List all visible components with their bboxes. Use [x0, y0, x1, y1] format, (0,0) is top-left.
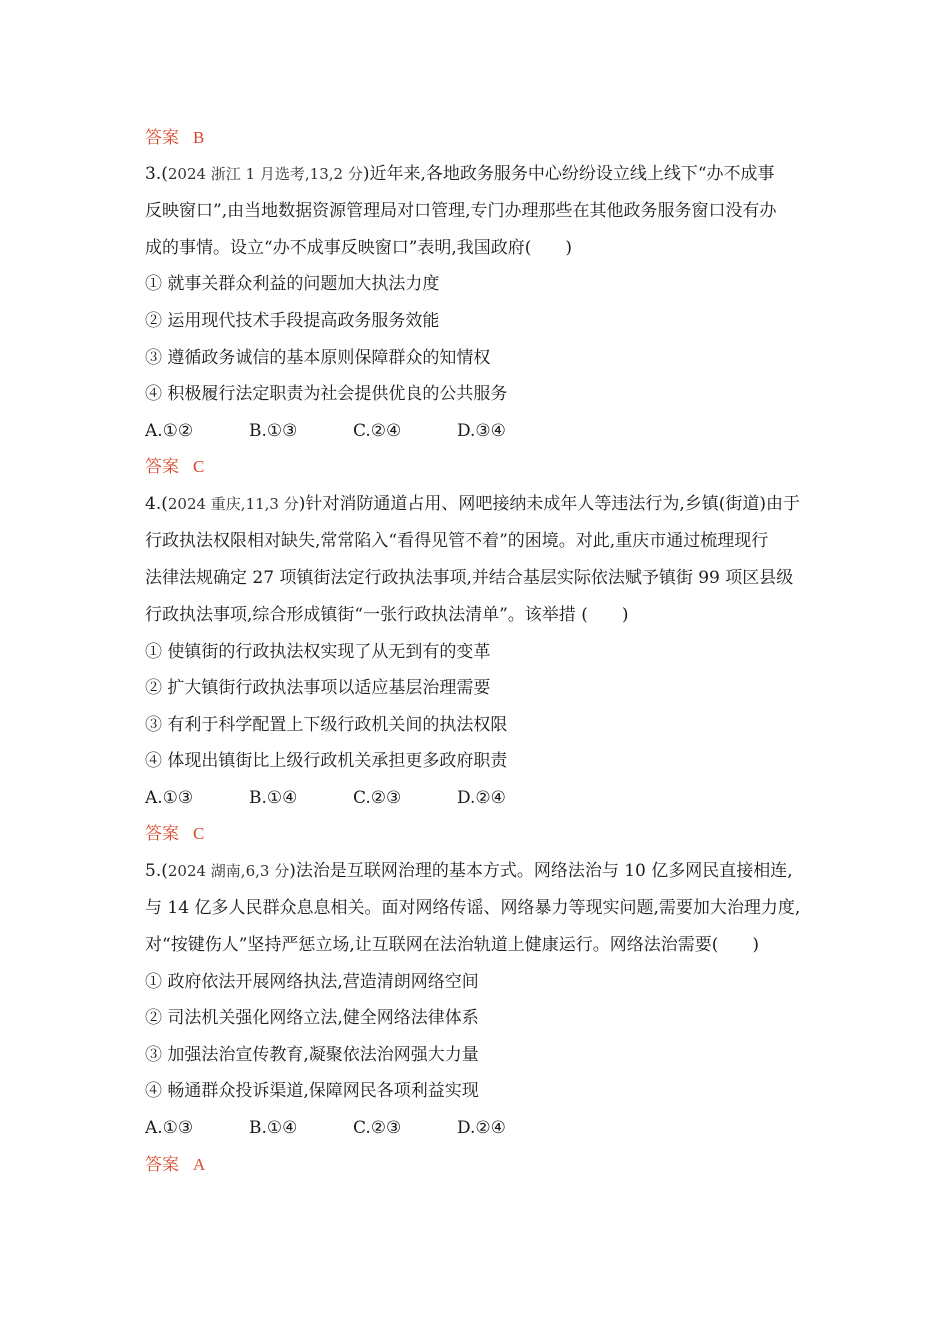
- q5-stem-line-1: [145, 859, 815, 883]
- q4-choice-b: B.①④: [249, 788, 298, 808]
- q4-answer: [145, 822, 815, 846]
- q3-stem-text: )近年来,各地政务服务中心纷纷设立线上线下“办不成事: [362, 164, 775, 184]
- q4-stem-line-3: 法律法规确定 27 项镇街法定行政执法事项,并结合基层实际依法赋予镇街 99 项区县级: [145, 568, 794, 588]
- answer-value: C: [193, 824, 205, 843]
- q4-stem-line-4: 行政执法事项,综合形成镇街“一张行政执法清单”。该举措 ( ): [145, 605, 629, 625]
- q4-stem-line-2: 行政执法权限相对缺失,常常陷入“看得见管不着”的困境。对此,重庆市通过梳理现行: [145, 531, 769, 551]
- q3-choices: [145, 419, 815, 443]
- q5-option-2: ② 司法机关强化网络立法,健全网络法律体系: [145, 1008, 479, 1028]
- q4-option-1: ① 使镇街的行政执法权实现了从无到有的变革: [145, 642, 491, 662]
- answer-prev: [145, 126, 815, 150]
- q5-source: 2024 湖南,6,3 分: [167, 862, 290, 880]
- q5-stem-line-2: 与 14 亿多人民群众息息相关。面对网络传谣、网络暴力等现实问题,需要加大治理力度,: [145, 898, 801, 918]
- q4-option-4: ④ 体现出镇街比上级行政机关承担更多政府职责: [145, 751, 508, 771]
- q3-choice-b: B.①③: [249, 421, 298, 441]
- answer-label: 答案: [145, 824, 179, 844]
- q4-option-2: ② 扩大镇街行政执法事项以适应基层治理需要: [145, 678, 491, 698]
- q3-stem-line-1: [145, 162, 815, 186]
- answer-value: A: [193, 1155, 206, 1174]
- q5-stem-text: )法治是互联网治理的基本方式。网络法治与 10 亿多网民直接相连,: [289, 861, 793, 881]
- q4-source: 2024 重庆,11,3 分: [167, 495, 299, 513]
- answer-value: B: [193, 128, 205, 147]
- answer-label: 答案: [145, 128, 179, 148]
- q4-stem-line-1: [145, 492, 815, 516]
- q4-choice-c: C.②③: [353, 788, 402, 808]
- q4-choice-d: D.②④: [457, 788, 506, 808]
- q3-option-1: ① 就事关群众利益的问题加大执法力度: [145, 274, 440, 294]
- q5-option-1: ① 政府依法开展网络执法,营造清朗网络空间: [145, 972, 479, 992]
- q5-choice-c: C.②③: [353, 1118, 402, 1138]
- q3-answer: [145, 455, 815, 479]
- answer-label: 答案: [145, 1155, 179, 1175]
- q4-number: 4.(: [145, 494, 168, 514]
- q5-option-4: ④ 畅通群众投诉渠道,保障网民各项利益实现: [145, 1081, 479, 1101]
- q4-stem-text: )针对消防通道占用、网吧接纳未成年人等违法行为,乡镇(街道)由于: [298, 494, 801, 514]
- q3-option-2: ② 运用现代技术手段提高政务服务效能: [145, 311, 440, 331]
- q4-choices: [145, 786, 815, 810]
- q3-choice-c: C.②④: [353, 421, 402, 441]
- q4-choice-a: A.①③: [145, 788, 194, 808]
- q5-choice-d: D.②④: [457, 1118, 506, 1138]
- q5-choices: [145, 1116, 815, 1140]
- q5-option-3: ③ 加强法治宣传教育,凝聚依法治网强大力量: [145, 1045, 479, 1065]
- q5-number: 5.(: [145, 861, 168, 881]
- q5-stem-line-3: 对“按键伤人”坚持严惩立场,让互联网在法治轨道上健康运行。网络法治需要( ): [145, 935, 760, 955]
- q5-answer: [145, 1153, 815, 1177]
- q3-option-4: ④ 积极履行法定职责为社会提供优良的公共服务: [145, 384, 508, 404]
- q3-option-3: ③ 遵循政务诚信的基本原则保障群众的知情权: [145, 348, 491, 368]
- answer-label: 答案: [145, 457, 179, 477]
- q3-stem-line-3: 成的事情。设立“办不成事反映窗口”表明,我国政府( ): [145, 238, 573, 258]
- q4-option-3: ③ 有利于科学配置上下级行政机关间的执法权限: [145, 715, 508, 735]
- q5-choice-a: A.①③: [145, 1118, 194, 1138]
- q5-choice-b: B.①④: [249, 1118, 298, 1138]
- q3-stem-line-2: 反映窗口”,由当地数据资源管理局对口管理,专门办理那些在其他政务服务窗口没有办: [145, 201, 777, 221]
- answer-value: C: [193, 457, 205, 476]
- q3-source: 2024 浙江 1 月选考,13,2 分: [167, 165, 363, 183]
- q3-choice-a: A.①②: [145, 421, 194, 441]
- q3-number: 3.(: [145, 164, 168, 184]
- q3-choice-d: D.③④: [457, 421, 506, 441]
